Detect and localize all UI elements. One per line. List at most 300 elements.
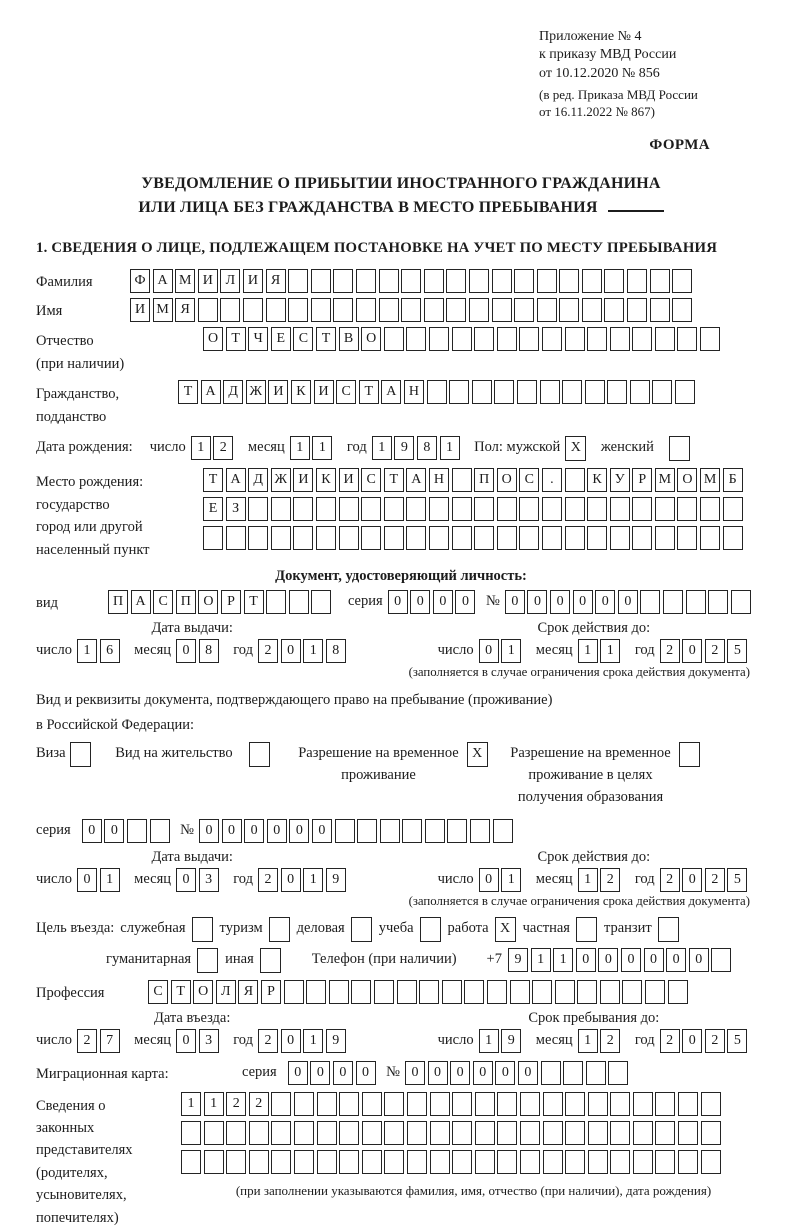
patronymic-cell[interactable] — [542, 327, 562, 351]
birth-place-cell[interactable] — [632, 497, 652, 521]
firstname-cell[interactable] — [627, 298, 647, 322]
surname-cell[interactable]: Ф — [130, 269, 150, 293]
citizenship-cell[interactable]: Д — [223, 380, 243, 404]
doc-type-cell[interactable]: Т — [244, 590, 264, 614]
stay-expiry-month-cell[interactable]: 1 — [578, 868, 598, 892]
firstname-cell[interactable] — [243, 298, 263, 322]
checkbox-purpose-work[interactable]: X — [495, 917, 516, 942]
birth-place-cell[interactable] — [677, 497, 697, 521]
surname-cell[interactable] — [672, 269, 692, 293]
patronymic-cell[interactable] — [406, 327, 426, 351]
migration-number-cell[interactable]: 0 — [473, 1061, 493, 1085]
stay-until-year-cell[interactable]: 5 — [727, 1029, 747, 1053]
representative-cell[interactable] — [497, 1092, 517, 1116]
birth-place-cell[interactable]: К — [587, 468, 607, 492]
surname-cell[interactable]: Л — [220, 269, 240, 293]
birth-place-cell[interactable] — [565, 468, 585, 492]
representative-cell[interactable] — [543, 1121, 563, 1145]
profession-cell[interactable] — [374, 980, 394, 1004]
representative-cell[interactable] — [384, 1150, 404, 1174]
representative-cell[interactable] — [452, 1092, 472, 1116]
representative-cell[interactable] — [565, 1121, 585, 1145]
doc-series-cell[interactable]: 0 — [455, 590, 475, 614]
birth-place-cell[interactable]: О — [497, 468, 517, 492]
profession-cell[interactable] — [510, 980, 530, 1004]
checkbox-purpose-humanitarian[interactable] — [197, 948, 218, 973]
stay-number-cell[interactable]: 0 — [244, 819, 264, 843]
migration-number-cell[interactable]: 0 — [428, 1061, 448, 1085]
representative-cell[interactable] — [475, 1092, 495, 1116]
stay-series-cell[interactable] — [127, 819, 147, 843]
representative-cell[interactable] — [407, 1150, 427, 1174]
citizenship-cell[interactable] — [494, 380, 514, 404]
profession-cell[interactable] — [419, 980, 439, 1004]
profession-cell[interactable]: Р — [261, 980, 281, 1004]
patronymic-cell[interactable]: В — [339, 327, 359, 351]
representative-cell[interactable]: 2 — [226, 1092, 246, 1116]
birth-place-cell[interactable] — [384, 526, 404, 550]
birth-place-cell[interactable] — [497, 497, 517, 521]
checkbox-purpose-tourism[interactable] — [269, 917, 290, 942]
expiry-day-cell[interactable]: 1 — [501, 639, 521, 663]
profession-cell[interactable]: Л — [216, 980, 236, 1004]
birth-place-cell[interactable]: П — [474, 468, 494, 492]
citizenship-cell[interactable] — [472, 380, 492, 404]
birth-place-cell[interactable] — [677, 526, 697, 550]
citizenship-cell[interactable] — [675, 380, 695, 404]
firstname-cell[interactable] — [288, 298, 308, 322]
doc-type-cell[interactable]: А — [131, 590, 151, 614]
representative-cell[interactable] — [204, 1150, 224, 1174]
birth-place-cell[interactable]: А — [406, 468, 426, 492]
entry-year-cell[interactable]: 9 — [326, 1029, 346, 1053]
citizenship-cell[interactable]: К — [291, 380, 311, 404]
birth-place-cell[interactable] — [565, 497, 585, 521]
representative-cell[interactable]: 1 — [204, 1092, 224, 1116]
birth-month-cell[interactable]: 1 — [312, 436, 332, 460]
firstname-cell[interactable] — [333, 298, 353, 322]
surname-cell[interactable] — [514, 269, 534, 293]
migration-series-cell[interactable]: 0 — [310, 1061, 330, 1085]
migration-series-cell[interactable]: 0 — [356, 1061, 376, 1085]
firstname-cell[interactable] — [356, 298, 376, 322]
checkbox-purpose-official[interactable] — [192, 917, 213, 942]
phone-digit-cell[interactable]: 0 — [621, 948, 641, 972]
representative-cell[interactable] — [294, 1150, 314, 1174]
profession-cell[interactable] — [351, 980, 371, 1004]
profession-cell[interactable] — [284, 980, 304, 1004]
citizenship-cell[interactable] — [449, 380, 469, 404]
citizenship-cell[interactable] — [607, 380, 627, 404]
citizenship-cell[interactable]: И — [268, 380, 288, 404]
profession-cell[interactable]: Я — [238, 980, 258, 1004]
representative-cell[interactable] — [384, 1092, 404, 1116]
entry-day-cell[interactable]: 2 — [77, 1029, 97, 1053]
checkbox-visa[interactable] — [70, 742, 91, 767]
birth-place-cell[interactable] — [203, 526, 223, 550]
representative-cell[interactable] — [317, 1121, 337, 1145]
stay-number-cell[interactable]: 0 — [289, 819, 309, 843]
birth-place-cell[interactable]: У — [610, 468, 630, 492]
birth-place-cell[interactable]: С — [361, 468, 381, 492]
firstname-cell[interactable]: И — [130, 298, 150, 322]
birth-place-cell[interactable]: Д — [248, 468, 268, 492]
firstname-cell[interactable] — [401, 298, 421, 322]
representative-cell[interactable] — [520, 1092, 540, 1116]
representative-cell[interactable] — [430, 1121, 450, 1145]
doc-type-cell[interactable] — [266, 590, 286, 614]
doc-series-cell[interactable]: 0 — [433, 590, 453, 614]
representative-cell[interactable] — [294, 1121, 314, 1145]
representative-cell[interactable] — [271, 1121, 291, 1145]
representative-cell[interactable] — [610, 1150, 630, 1174]
surname-cell[interactable] — [627, 269, 647, 293]
birth-place-cell[interactable] — [361, 526, 381, 550]
representative-cell[interactable] — [407, 1092, 427, 1116]
birth-place-cell[interactable] — [700, 526, 720, 550]
phone-digit-cell[interactable]: 0 — [576, 948, 596, 972]
birth-place-cell[interactable] — [655, 526, 675, 550]
birth-place-cell[interactable] — [226, 526, 246, 550]
surname-cell[interactable] — [582, 269, 602, 293]
representative-cell[interactable] — [475, 1121, 495, 1145]
birth-place-cell[interactable] — [406, 526, 426, 550]
firstname-cell[interactable]: М — [153, 298, 173, 322]
representative-cell[interactable] — [610, 1121, 630, 1145]
doc-number-cell[interactable]: 0 — [595, 590, 615, 614]
birth-place-cell[interactable]: К — [316, 468, 336, 492]
patronymic-cell[interactable] — [677, 327, 697, 351]
representative-cell[interactable] — [181, 1121, 201, 1145]
expiry-year-cell[interactable]: 5 — [727, 639, 747, 663]
entry-month-cell[interactable]: 3 — [199, 1029, 219, 1053]
citizenship-cell[interactable] — [540, 380, 560, 404]
birth-place-cell[interactable] — [248, 526, 268, 550]
phone-digit-cell[interactable]: 9 — [508, 948, 528, 972]
profession-cell[interactable] — [600, 980, 620, 1004]
profession-cell[interactable] — [306, 980, 326, 1004]
birth-place-cell[interactable] — [452, 497, 472, 521]
patronymic-cell[interactable]: О — [203, 327, 223, 351]
firstname-cell[interactable] — [514, 298, 534, 322]
birth-place-cell[interactable]: Ж — [271, 468, 291, 492]
migration-number-cell[interactable]: 0 — [450, 1061, 470, 1085]
stay-until-year-cell[interactable]: 0 — [682, 1029, 702, 1053]
birth-place-cell[interactable] — [293, 497, 313, 521]
phone-digit-cell[interactable]: 0 — [598, 948, 618, 972]
doc-number-cell[interactable]: 0 — [618, 590, 638, 614]
stay-number-cell[interactable] — [380, 819, 400, 843]
citizenship-cell[interactable] — [652, 380, 672, 404]
stay-until-year-cell[interactable]: 2 — [660, 1029, 680, 1053]
stay-series-cell[interactable]: 0 — [82, 819, 102, 843]
surname-cell[interactable] — [333, 269, 353, 293]
surname-cell[interactable] — [469, 269, 489, 293]
stay-until-year-cell[interactable]: 2 — [705, 1029, 725, 1053]
patronymic-cell[interactable]: О — [361, 327, 381, 351]
representative-cell[interactable] — [226, 1150, 246, 1174]
surname-cell[interactable] — [311, 269, 331, 293]
firstname-cell[interactable] — [650, 298, 670, 322]
birth-day-cell[interactable]: 1 — [191, 436, 211, 460]
birth-place-cell[interactable] — [339, 526, 359, 550]
representative-cell[interactable] — [520, 1150, 540, 1174]
profession-cell[interactable] — [329, 980, 349, 1004]
surname-cell[interactable] — [379, 269, 399, 293]
representative-cell[interactable] — [565, 1150, 585, 1174]
birth-place-cell[interactable]: М — [655, 468, 675, 492]
entry-month-cell[interactable]: 0 — [176, 1029, 196, 1053]
stay-expiry-day-cell[interactable]: 1 — [501, 868, 521, 892]
firstname-cell[interactable] — [582, 298, 602, 322]
stay-until-day-cell[interactable]: 9 — [501, 1029, 521, 1053]
surname-cell[interactable] — [401, 269, 421, 293]
patronymic-cell[interactable]: Ч — [248, 327, 268, 351]
patronymic-cell[interactable] — [384, 327, 404, 351]
citizenship-cell[interactable]: Ж — [246, 380, 266, 404]
representative-cell[interactable] — [610, 1092, 630, 1116]
firstname-cell[interactable] — [424, 298, 444, 322]
migration-number-cell[interactable]: 0 — [518, 1061, 538, 1085]
representative-cell[interactable] — [588, 1121, 608, 1145]
stay-expiry-year-cell[interactable]: 2 — [705, 868, 725, 892]
patronymic-cell[interactable]: С — [293, 327, 313, 351]
birth-year-cell[interactable]: 1 — [372, 436, 392, 460]
birth-place-cell[interactable] — [406, 497, 426, 521]
birth-place-cell[interactable] — [339, 497, 359, 521]
firstname-cell[interactable] — [469, 298, 489, 322]
doc-number-cell[interactable] — [708, 590, 728, 614]
surname-cell[interactable] — [446, 269, 466, 293]
representative-cell[interactable] — [249, 1121, 269, 1145]
phone-digit-cell[interactable]: 1 — [531, 948, 551, 972]
birth-place-cell[interactable]: З — [226, 497, 246, 521]
expiry-month-cell[interactable]: 1 — [578, 639, 598, 663]
stay-series-cell[interactable] — [150, 819, 170, 843]
profession-cell[interactable] — [668, 980, 688, 1004]
firstname-cell[interactable] — [311, 298, 331, 322]
birth-place-cell[interactable] — [519, 526, 539, 550]
stay-number-cell[interactable] — [470, 819, 490, 843]
representative-cell[interactable] — [701, 1092, 721, 1116]
stay-until-month-cell[interactable]: 1 — [578, 1029, 598, 1053]
surname-cell[interactable]: М — [175, 269, 195, 293]
representative-cell[interactable] — [181, 1150, 201, 1174]
citizenship-cell[interactable]: С — [336, 380, 356, 404]
birth-place-cell[interactable] — [271, 526, 291, 550]
representative-cell[interactable] — [633, 1150, 653, 1174]
firstname-cell[interactable] — [379, 298, 399, 322]
expiry-month-cell[interactable]: 1 — [600, 639, 620, 663]
issue-year-cell[interactable]: 8 — [326, 639, 346, 663]
stay-issue-month-cell[interactable]: 3 — [199, 868, 219, 892]
representative-cell[interactable] — [655, 1150, 675, 1174]
checkbox-residence-permit[interactable] — [249, 742, 270, 767]
birth-place-cell[interactable]: Е — [203, 497, 223, 521]
stay-until-day-cell[interactable]: 1 — [479, 1029, 499, 1053]
stay-issue-year-cell[interactable]: 2 — [258, 868, 278, 892]
patronymic-cell[interactable]: Е — [271, 327, 291, 351]
birth-place-cell[interactable] — [587, 526, 607, 550]
representative-cell[interactable] — [678, 1121, 698, 1145]
surname-cell[interactable]: А — [153, 269, 173, 293]
stay-number-cell[interactable] — [357, 819, 377, 843]
citizenship-cell[interactable] — [517, 380, 537, 404]
migration-number-cell[interactable]: 0 — [405, 1061, 425, 1085]
stay-issue-day-cell[interactable]: 0 — [77, 868, 97, 892]
profession-cell[interactable]: Т — [171, 980, 191, 1004]
representative-cell[interactable] — [678, 1150, 698, 1174]
stay-series-cell[interactable]: 0 — [104, 819, 124, 843]
patronymic-cell[interactable] — [700, 327, 720, 351]
phone-digit-cell[interactable]: 0 — [644, 948, 664, 972]
firstname-cell[interactable] — [198, 298, 218, 322]
profession-cell[interactable] — [645, 980, 665, 1004]
citizenship-cell[interactable] — [562, 380, 582, 404]
surname-cell[interactable] — [650, 269, 670, 293]
checkbox-temporary-residence[interactable]: X — [467, 742, 488, 767]
issue-day-cell[interactable]: 1 — [77, 639, 97, 663]
surname-cell[interactable]: Я — [266, 269, 286, 293]
firstname-cell[interactable] — [604, 298, 624, 322]
stay-number-cell[interactable] — [425, 819, 445, 843]
representative-cell[interactable] — [701, 1150, 721, 1174]
expiry-year-cell[interactable]: 2 — [705, 639, 725, 663]
birth-place-cell[interactable]: О — [677, 468, 697, 492]
stay-until-month-cell[interactable]: 2 — [600, 1029, 620, 1053]
birth-place-cell[interactable] — [384, 497, 404, 521]
doc-series-cell[interactable]: 0 — [410, 590, 430, 614]
representative-cell[interactable] — [633, 1121, 653, 1145]
stay-issue-month-cell[interactable]: 0 — [176, 868, 196, 892]
doc-type-cell[interactable]: П — [108, 590, 128, 614]
birth-place-cell[interactable] — [316, 497, 336, 521]
profession-cell[interactable] — [577, 980, 597, 1004]
birth-place-cell[interactable] — [655, 497, 675, 521]
surname-cell[interactable] — [604, 269, 624, 293]
birth-place-cell[interactable]: А — [226, 468, 246, 492]
birth-place-cell[interactable] — [452, 526, 472, 550]
migration-number-cell[interactable]: 0 — [495, 1061, 515, 1085]
representative-cell[interactable] — [633, 1092, 653, 1116]
representative-cell[interactable] — [452, 1150, 472, 1174]
checkbox-purpose-other[interactable] — [260, 948, 281, 973]
birth-place-cell[interactable]: Т — [384, 468, 404, 492]
citizenship-cell[interactable]: Т — [359, 380, 379, 404]
patronymic-cell[interactable] — [474, 327, 494, 351]
entry-year-cell[interactable]: 2 — [258, 1029, 278, 1053]
migration-series-cell[interactable]: 0 — [288, 1061, 308, 1085]
patronymic-cell[interactable] — [610, 327, 630, 351]
representative-cell[interactable] — [543, 1092, 563, 1116]
representative-cell[interactable] — [226, 1121, 246, 1145]
citizenship-cell[interactable]: И — [314, 380, 334, 404]
surname-cell[interactable] — [288, 269, 308, 293]
checkbox-temporary-residence-education[interactable] — [679, 742, 700, 767]
doc-type-cell[interactable]: О — [198, 590, 218, 614]
birth-place-cell[interactable] — [587, 497, 607, 521]
migration-number-cell[interactable] — [608, 1061, 628, 1085]
surname-cell[interactable] — [492, 269, 512, 293]
firstname-cell[interactable] — [559, 298, 579, 322]
expiry-year-cell[interactable]: 2 — [660, 639, 680, 663]
checkbox-male[interactable]: X — [565, 436, 586, 461]
birth-place-cell[interactable] — [361, 497, 381, 521]
patronymic-cell[interactable] — [632, 327, 652, 351]
stay-number-cell[interactable] — [493, 819, 513, 843]
profession-cell[interactable] — [397, 980, 417, 1004]
firstname-cell[interactable] — [672, 298, 692, 322]
stay-number-cell[interactable] — [335, 819, 355, 843]
birth-place-cell[interactable] — [452, 468, 472, 492]
profession-cell[interactable] — [622, 980, 642, 1004]
doc-number-cell[interactable] — [640, 590, 660, 614]
representative-cell[interactable] — [339, 1092, 359, 1116]
birth-place-cell[interactable]: И — [339, 468, 359, 492]
citizenship-cell[interactable] — [630, 380, 650, 404]
citizenship-cell[interactable] — [427, 380, 447, 404]
checkbox-purpose-business[interactable] — [351, 917, 372, 942]
issue-day-cell[interactable]: 6 — [100, 639, 120, 663]
stay-number-cell[interactable]: 0 — [267, 819, 287, 843]
birth-place-cell[interactable]: Т — [203, 468, 223, 492]
birth-place-cell[interactable]: И — [293, 468, 313, 492]
representative-cell[interactable] — [475, 1150, 495, 1174]
doc-number-cell[interactable] — [663, 590, 683, 614]
checkbox-female[interactable] — [669, 436, 690, 461]
patronymic-cell[interactable] — [519, 327, 539, 351]
doc-type-cell[interactable] — [311, 590, 331, 614]
representative-cell[interactable] — [565, 1092, 585, 1116]
birth-place-cell[interactable]: Б — [723, 468, 743, 492]
representative-cell[interactable] — [497, 1121, 517, 1145]
firstname-cell[interactable]: Я — [175, 298, 195, 322]
birth-place-cell[interactable]: . — [542, 468, 562, 492]
stay-issue-day-cell[interactable]: 1 — [100, 868, 120, 892]
representative-cell[interactable] — [362, 1092, 382, 1116]
surname-cell[interactable]: И — [243, 269, 263, 293]
representative-cell[interactable] — [249, 1150, 269, 1174]
stay-issue-year-cell[interactable]: 1 — [303, 868, 323, 892]
patronymic-cell[interactable] — [587, 327, 607, 351]
birth-year-cell[interactable]: 1 — [440, 436, 460, 460]
representative-cell[interactable] — [452, 1121, 472, 1145]
patronymic-cell[interactable]: Т — [316, 327, 336, 351]
issue-month-cell[interactable]: 0 — [176, 639, 196, 663]
birth-place-cell[interactable] — [610, 526, 630, 550]
patronymic-cell[interactable] — [429, 327, 449, 351]
birth-place-cell[interactable] — [519, 497, 539, 521]
patronymic-cell[interactable] — [655, 327, 675, 351]
representative-cell[interactable] — [497, 1150, 517, 1174]
firstname-cell[interactable] — [492, 298, 512, 322]
firstname-cell[interactable] — [537, 298, 557, 322]
representative-cell[interactable] — [701, 1121, 721, 1145]
migration-number-cell[interactable] — [586, 1061, 606, 1085]
birth-place-cell[interactable] — [565, 526, 585, 550]
doc-type-cell[interactable]: С — [153, 590, 173, 614]
representative-cell[interactable] — [339, 1150, 359, 1174]
doc-series-cell[interactable]: 0 — [388, 590, 408, 614]
representative-cell[interactable] — [317, 1150, 337, 1174]
doc-type-cell[interactable] — [289, 590, 309, 614]
birth-place-cell[interactable] — [429, 497, 449, 521]
issue-month-cell[interactable]: 8 — [199, 639, 219, 663]
expiry-day-cell[interactable]: 0 — [479, 639, 499, 663]
representative-cell[interactable] — [407, 1121, 427, 1145]
birth-place-cell[interactable] — [632, 526, 652, 550]
profession-cell[interactable]: О — [193, 980, 213, 1004]
